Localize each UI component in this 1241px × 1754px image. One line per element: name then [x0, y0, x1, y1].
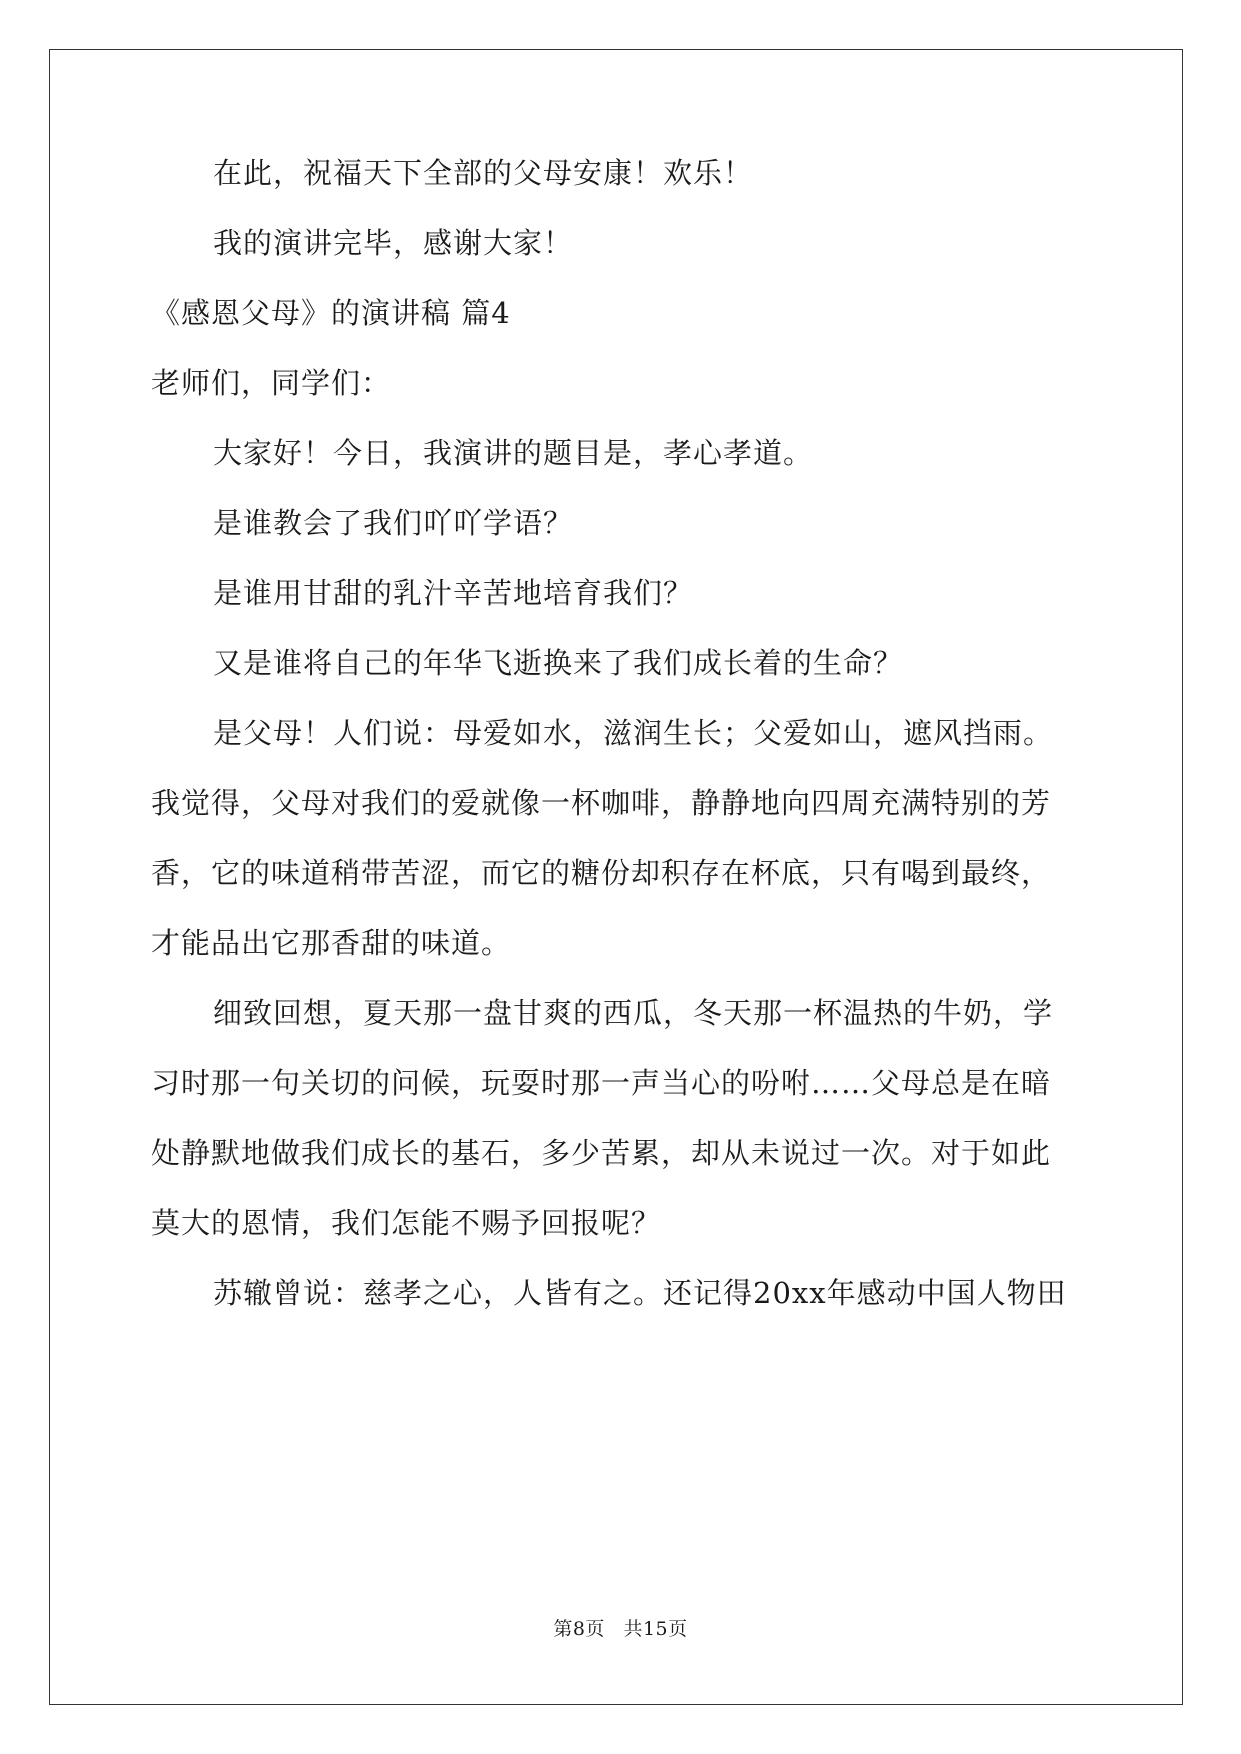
paragraph-line: 又是谁将自己的年华飞逝换来了我们成长着的生命？ [213, 646, 904, 680]
paragraph-line: 是谁用甘甜的乳汁辛苦地培育我们？ [213, 576, 694, 610]
paragraph-line: 细致回想，夏天那一盘甘爽的西瓜，冬天那一杯温热的牛奶，学 [213, 996, 1054, 1030]
paragraph-line: 莫大的恩情，我们怎能不赐予回报呢？ [151, 1206, 662, 1240]
salutation: 老师们，同学们： [151, 366, 392, 400]
page-number: 第8页 [553, 1618, 605, 1640]
paragraph-line: 才能品出它那香甜的味道。 [151, 926, 512, 960]
page-footer [0, 1616, 1241, 1642]
paragraph-line: 是父母！人们说：母爱如水，滋润生长；父爱如山，遮风挡雨。 [213, 716, 1054, 750]
paragraph-line: 我的演讲完毕，感谢大家！ [213, 226, 574, 260]
section-heading: 《感恩父母》的演讲稿 篇4 [151, 296, 511, 330]
page-total: 共15页 [623, 1618, 688, 1640]
paragraph-line: 我觉得，父母对我们的爱就像一杯咖啡，静静地向四周充满特别的芳 [151, 786, 1052, 820]
paragraph-line: 是谁教会了我们吖吖学语？ [213, 506, 574, 540]
paragraph-line: 在此，祝福天下全部的父母安康！欢乐！ [213, 156, 754, 190]
paragraph-line: 苏辙曾说：慈孝之心，人皆有之。还记得20xx年感动中国人物田 [213, 1276, 1067, 1310]
paragraph-line: 香，它的味道稍带苦涩，而它的糖份却积存在杯底，只有喝到最终， [151, 856, 1052, 890]
paragraph-line: 处静默地做我们成长的基石，多少苦累，却从未说过一次。对于如此 [151, 1136, 1052, 1170]
paragraph-line: 习时那一句关切的问候，玩耍时那一声当心的吩咐……父母总是在暗 [151, 1066, 1052, 1100]
paragraph-line: 大家好！今日，我演讲的题目是，孝心孝道。 [213, 436, 814, 470]
